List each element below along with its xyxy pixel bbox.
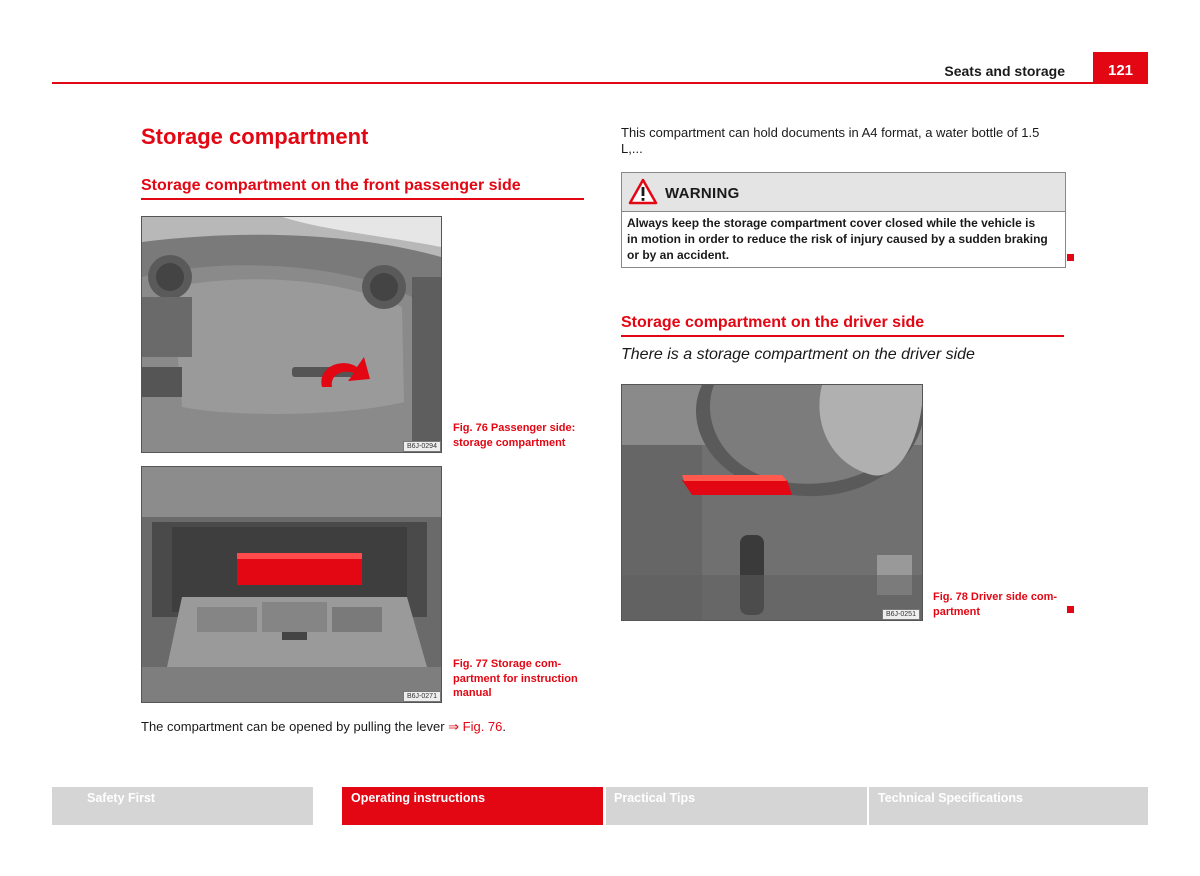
- section-subtitle: There is a storage compartment on the driver side: [621, 346, 975, 363]
- tab-safety-first[interactable]: Safety First: [52, 787, 313, 825]
- warning-title: WARNING: [665, 185, 740, 202]
- figure-reference-link[interactable]: ⇒ Fig. 76: [448, 719, 503, 734]
- chapter-title: Seats and storage: [944, 63, 1065, 79]
- tab-practical-tips[interactable]: Practical Tips: [606, 787, 867, 825]
- body-text-end: .: [502, 719, 507, 734]
- body-text: The compartment can be opened by pulling the lever: [141, 719, 449, 734]
- warning-header: [622, 173, 1065, 212]
- section-heading-passenger: Storage compartment on the front passenger side: [141, 177, 521, 194]
- warning-line: or by an accident.: [627, 248, 730, 262]
- caption-line: partment for instruction: [453, 672, 578, 685]
- figure-code: B6J-0294: [403, 441, 441, 452]
- caption-line: partment: [933, 605, 981, 618]
- warning-line: in motion in order to reduce the risk of injury caused by a sudden braking: [627, 232, 1048, 246]
- section-end-marker: [1067, 254, 1074, 261]
- caption-line: manual: [453, 687, 492, 699]
- figure-78-driver-side: [621, 384, 923, 621]
- caption-fig-77: [453, 657, 578, 701]
- warning-body: [622, 212, 1065, 263]
- tab-technical-specifications[interactable]: Technical Specifications: [869, 787, 1148, 825]
- warning-box: [621, 172, 1066, 268]
- intro-line: L,...: [621, 141, 643, 156]
- intro-line: This compartment can hold documents in A4 format, a water bottle of 1.5: [621, 125, 1040, 140]
- section-rule: [141, 198, 584, 200]
- page-title: Storage compartment: [141, 124, 369, 149]
- section-heading-driver: Storage compartment on the driver side: [621, 314, 925, 331]
- header-rule: [52, 82, 1148, 84]
- caption-fig-76: [453, 421, 575, 450]
- caption-line: storage compartment: [453, 436, 566, 449]
- caption-line: Fig. 76 Passenger side:: [453, 422, 576, 434]
- caption-line: Fig. 78 Driver side com-: [933, 591, 1058, 603]
- figure-code: B6J-0271: [403, 691, 441, 702]
- intro-text: [621, 125, 1061, 157]
- section-rule: [621, 335, 1064, 337]
- warning-triangle-icon: [628, 178, 658, 205]
- figure-77-instruction-compartment: [141, 466, 442, 703]
- warning-line: Always keep the storage compartment cover closed while the vehicle is: [627, 216, 1036, 230]
- figure-code: B6J-0251: [882, 609, 920, 620]
- tab-operating-instructions[interactable]: Operating instructions: [342, 787, 603, 825]
- section-end-marker: [1067, 606, 1074, 613]
- caption-fig-78: [933, 590, 1057, 619]
- figure-76-passenger-side: [141, 216, 442, 453]
- open-instruction-text: [141, 719, 506, 735]
- page-number: 121: [1093, 52, 1148, 84]
- caption-line: Fig. 77 Storage com-: [453, 658, 562, 670]
